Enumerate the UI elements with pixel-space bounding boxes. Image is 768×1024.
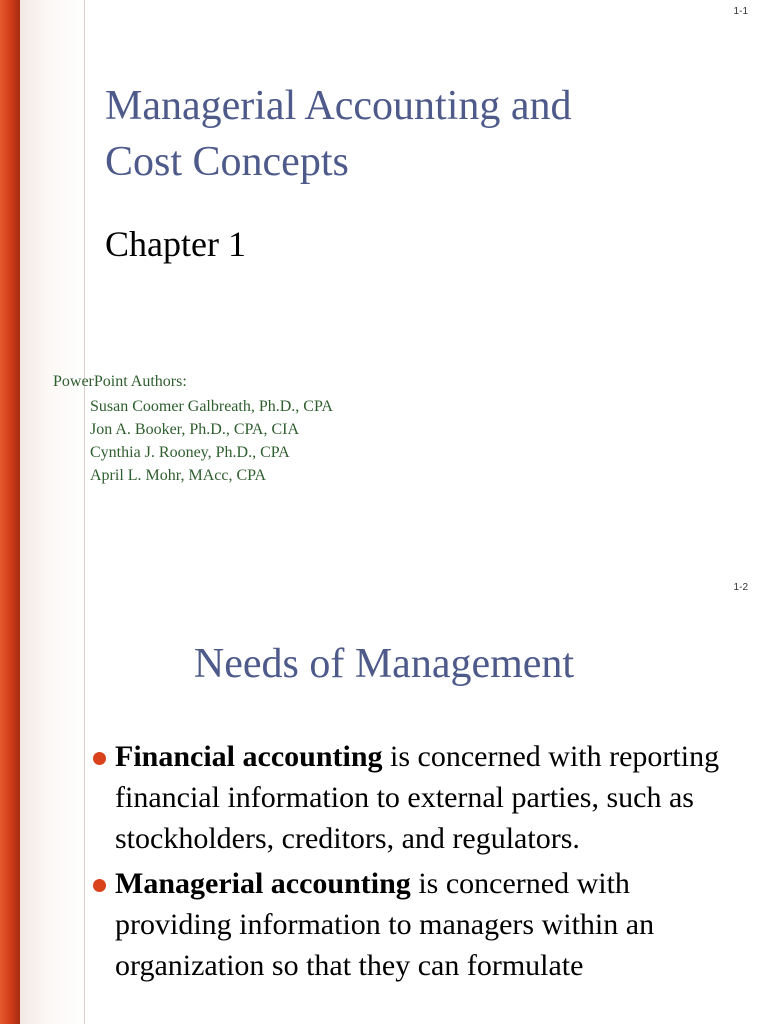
slide-title-line-2: Cost Concepts — [105, 139, 349, 185]
bullet-item — [92, 736, 732, 859]
bullet-item — [92, 863, 732, 986]
slide-2 — [0, 576, 768, 1024]
chapter-label: Chapter 1 — [105, 224, 246, 264]
author-item: Cynthia J. Rooney, Ph.D., CPA — [90, 444, 290, 461]
stripe-shade — [20, 0, 84, 576]
bullet-term: Financial accounting — [115, 740, 383, 773]
slide-number: 1-2 — [733, 582, 748, 593]
author-item: Jon A. Booker, Ph.D., CPA, CIA — [90, 421, 300, 438]
bullet-text — [115, 740, 719, 855]
author-item: April L. Mohr, MAcc, CPA — [90, 467, 267, 484]
slide-title-line-1: Managerial Accounting and — [105, 83, 572, 129]
author-item: Susan Coomer Galbreath, Ph.D., CPA — [90, 398, 333, 415]
bullet-list — [92, 736, 732, 990]
authors-list — [90, 395, 333, 487]
bullet-dot-icon — [93, 879, 106, 892]
bullet-term: Managerial accounting — [115, 867, 411, 900]
bullet-dot-icon — [93, 752, 106, 765]
authors-label: PowerPoint Authors: — [53, 373, 187, 390]
accent-stripe — [0, 0, 20, 576]
bullet-text — [115, 867, 654, 982]
bullet-body: is concerned with providing information to managers within an organization so that they can formulate — [115, 867, 655, 982]
bullet-body: is concerned with reporting financial information to external parties, such as stockholders, creditors, and regulators. — [115, 740, 720, 855]
slide-title: Needs of Management — [193, 641, 575, 687]
vertical-rule — [84, 0, 85, 576]
slide-title — [105, 78, 725, 190]
slide-number: 1-1 — [733, 6, 748, 17]
